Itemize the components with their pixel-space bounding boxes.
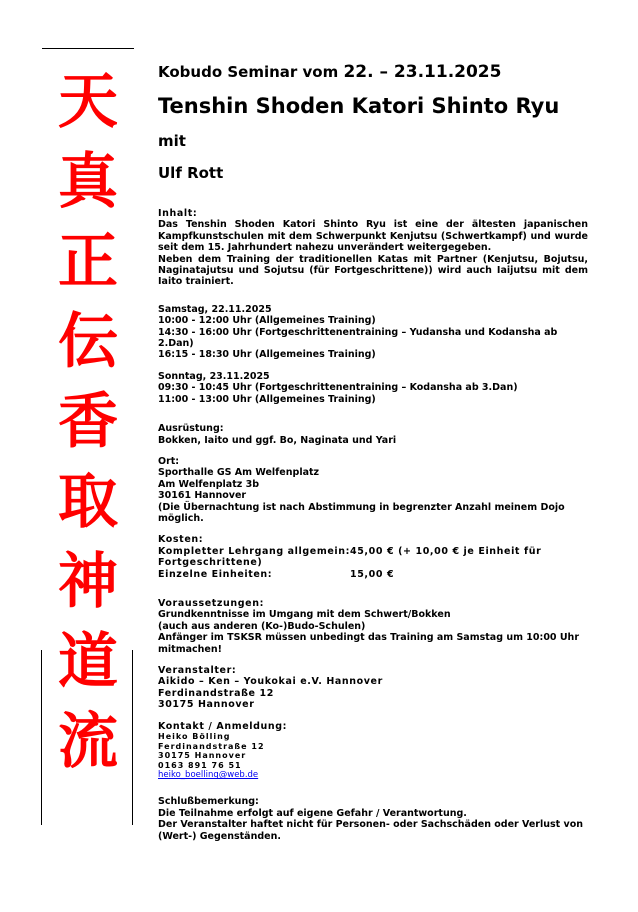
seminar-line xyxy=(158,60,588,84)
voraussetzung-line: (auch aus anderen (Ko-)Budo-Schulen) xyxy=(158,620,366,632)
kosten-value: 45,00 € (+ 10,00 € je Einheit für xyxy=(350,545,542,557)
ort-line: 30161 Hannover xyxy=(158,490,247,502)
seminar-label: Kobudo Seminar xyxy=(158,63,298,81)
veranstalter-section xyxy=(158,665,588,711)
veranstalter-heading: Veranstalter: xyxy=(158,665,237,676)
kanji-char: 香 xyxy=(58,387,118,457)
mit-text: mit xyxy=(158,132,186,150)
veranstalter-line: 30175 Hannover xyxy=(158,699,255,711)
kontakt-line: Heiko Bölling xyxy=(158,732,231,742)
kosten-label: Kompletter Lehrgang allgemein: xyxy=(158,545,350,557)
ort-note: (Die Übernachtung ist nach Abstimmung in begrenzter Anzahl meinem Dojo möglich. xyxy=(158,501,565,524)
voraussetzung-line: Anfänger im TSKSR müssen unbedingt das Training am Samstag um 10:00 Uhr mitmachen! xyxy=(158,632,580,655)
email-link[interactable]: heiko_boelling@web.de xyxy=(158,770,259,781)
top-rule xyxy=(42,48,134,49)
schluss-line: Die Teilnahme erfolgt auf eigene Gefahr / Verantwortung. xyxy=(158,807,467,819)
kanji-char: 正 xyxy=(58,227,118,297)
sonntag-heading: Sonntag, 23.11.2025 xyxy=(158,370,270,382)
inhalt-heading: Inhalt: xyxy=(158,208,198,219)
sonntag-section xyxy=(158,371,588,405)
ort-line: Am Welfenplatz 3b xyxy=(158,478,259,490)
kanji-char: 伝 xyxy=(58,307,118,377)
schedule-item: 09:30 - 10:45 Uhr (Fortgeschrittenentraining – Kodansha ab 3.Dan) xyxy=(158,382,518,394)
seminar-vom: vom xyxy=(297,63,344,81)
inhalt-section xyxy=(158,208,588,288)
document-content xyxy=(158,60,588,842)
kanji-char: 天 xyxy=(58,67,118,137)
inhalt-paragraph-1: Das Tenshin Shoden Katori Shinto Ryu ist eine der ältesten japanischen Kampfkunstschulen mit dem Schwerpunkt Kenjutsu (Schwertkampf) und wurde seit dem 15. Jahrhundert nahezu unverändert weitergegeben. xyxy=(158,219,588,254)
kosten-row-einzeln xyxy=(158,569,588,580)
schluss-section xyxy=(158,796,588,842)
page-title: Tenshin Shoden Katori Shinto Ryu xyxy=(158,94,560,118)
schedule-item: 16:15 - 18:30 Uhr (Allgemeines Training) xyxy=(158,349,376,361)
kanji-char: 真 xyxy=(58,147,118,217)
kontakt-section xyxy=(158,721,588,781)
kanji-column xyxy=(40,62,136,782)
voraussetzungen-section xyxy=(158,598,588,655)
kanji-char: 取 xyxy=(58,467,118,537)
samstag-heading: Samstag, 22.11.2025 xyxy=(158,303,272,315)
voraussetzungen-heading: Voraussetzungen: xyxy=(158,597,264,609)
schedule-item: 14:30 - 16:00 Uhr (Fortgeschrittenentraining – Yudansha und Kodansha ab 2.Dan) xyxy=(158,326,558,350)
ort-section xyxy=(158,456,588,524)
kontakt-heading: Kontakt / Anmeldung: xyxy=(158,720,288,732)
kanji-char: 流 xyxy=(58,707,118,777)
ausruestung-heading: Ausrüstung: xyxy=(158,423,224,435)
kanji-char: 神 xyxy=(58,547,118,617)
schedule-item: 11:00 - 13:00 Uhr (Allgemeines Training) xyxy=(158,393,376,405)
kanji-char: 道 xyxy=(58,627,118,697)
veranstalter-line: Aikido – Ken – Youkokai e.V. Hannover xyxy=(158,676,383,688)
schedule-item: 10:00 - 12:00 Uhr (Allgemeines Training) xyxy=(158,315,376,327)
veranstalter-line: Ferdinandstraße 12 xyxy=(158,687,274,699)
inhalt-paragraph-2: Neben dem Training der traditionellen Katas mit Partner (Kenjutsu, Bojutsu, Naginatajutsu und Sojutsu (für Fortgeschrittene)) wird auch Iaijutsu mit dem Iaito trainiert. xyxy=(158,253,588,288)
ausruestung-text: Bokken, Iaito und ggf. Bo, Naginata und Yari xyxy=(158,434,397,446)
kontakt-line: 30175 Hannover xyxy=(158,751,247,761)
samstag-section xyxy=(158,304,588,361)
seminar-date: 22. – 23.11.2025 xyxy=(343,62,502,82)
kosten-heading: Kosten: xyxy=(158,534,204,546)
kosten-label: Einzelne Einheiten: xyxy=(158,568,273,580)
instructor-name: Ulf Rott xyxy=(158,164,224,182)
ort-line: Sporthalle GS Am Welfenplatz xyxy=(158,467,320,479)
schluss-heading: Schlußbemerkung: xyxy=(158,796,259,808)
kosten-row-komplett xyxy=(158,546,588,557)
ort-heading: Ort: xyxy=(158,455,180,467)
kosten-continuation: Fortgeschrittene) xyxy=(158,557,263,569)
kosten-section xyxy=(158,534,588,580)
schluss-line: Der Veranstalter haftet nicht für Personen- oder Sachschäden oder Verlust von (Wert-) Gegenständen. xyxy=(158,819,583,842)
kosten-value: 15,00 € xyxy=(350,568,395,580)
kontakt-line: Ferdinandstraße 12 xyxy=(158,741,265,751)
voraussetzung-line: Grundkenntnisse im Umgang mit dem Schwert/Bokken xyxy=(158,609,451,621)
ausruestung-section xyxy=(158,423,588,446)
kontakt-line: 0163 891 76 51 xyxy=(158,760,242,770)
